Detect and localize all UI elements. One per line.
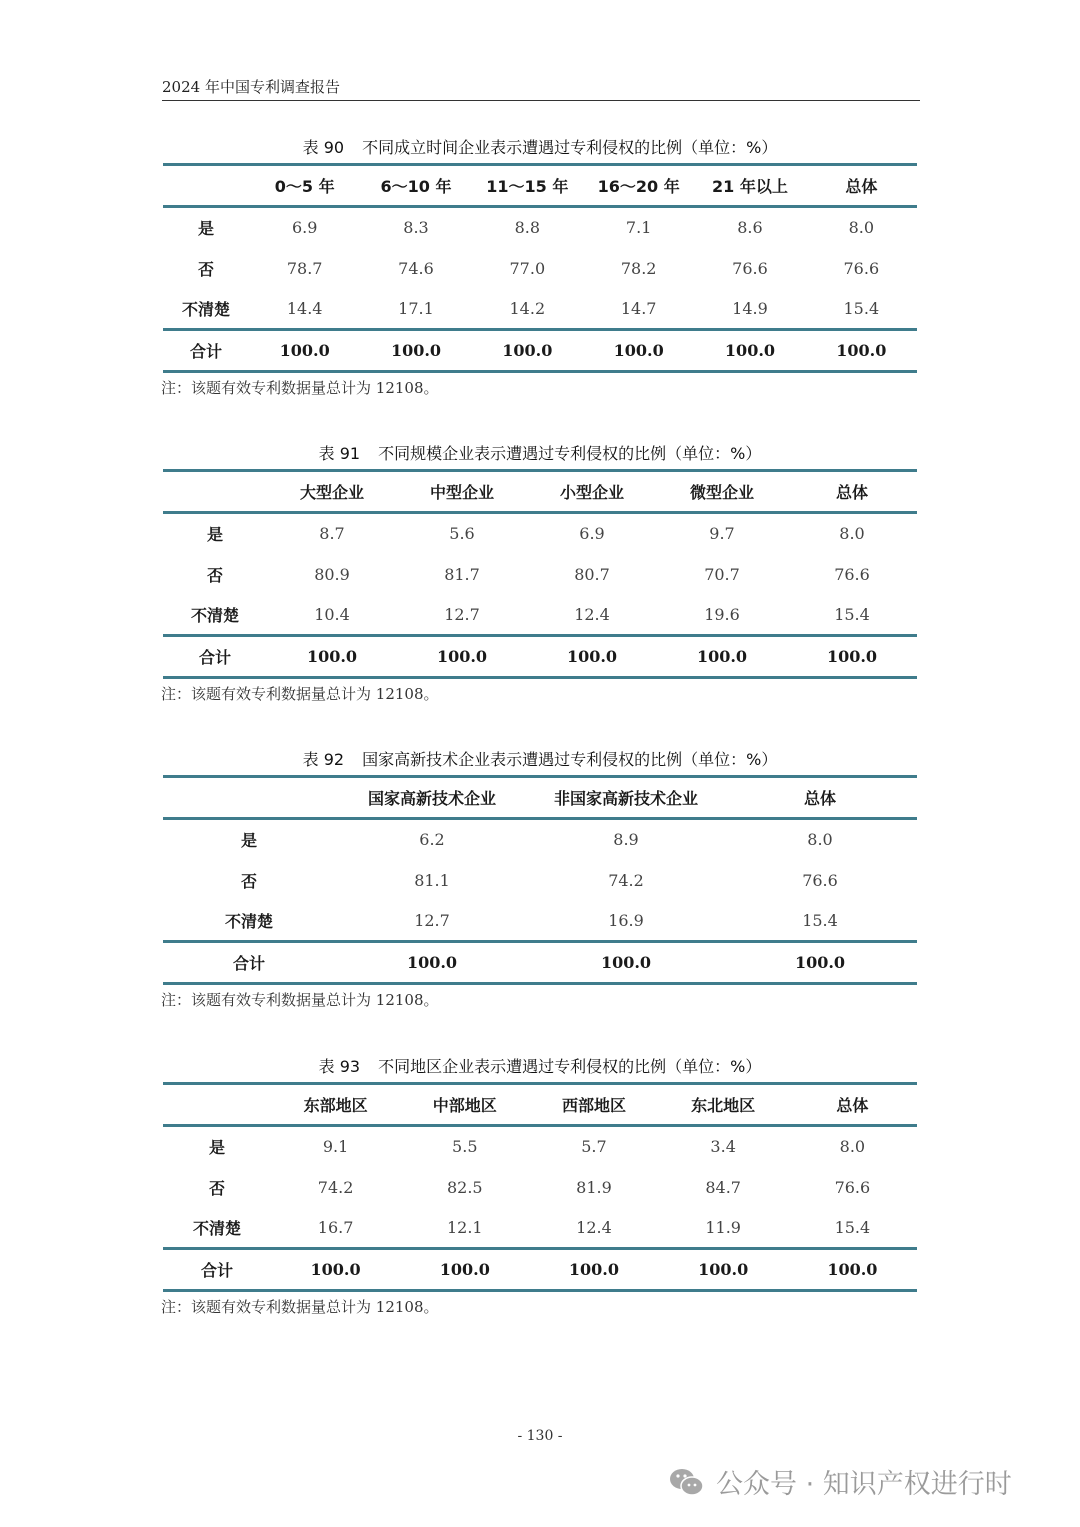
cell: 14.9: [732, 298, 768, 318]
page-header: [162, 76, 920, 101]
row-label: 否: [206, 565, 223, 585]
row-label: 合计: [198, 648, 231, 667]
table-90: [163, 163, 917, 373]
table-row: [163, 1126, 917, 1167]
row-label: 否: [208, 1178, 225, 1198]
cell: 15.4: [834, 1217, 871, 1237]
cell: 6.9: [579, 524, 605, 544]
cell: 81.9: [576, 1177, 612, 1197]
cell: 100.0: [698, 1260, 749, 1279]
table-90-block: [163, 133, 917, 403]
table-note: 注：该题有效专利数据量总计为 12108。: [161, 1298, 439, 1316]
table-91-block: [163, 439, 917, 709]
cell: 14.4: [286, 298, 323, 318]
row-label: 不清楚: [181, 299, 230, 319]
table-row: [163, 860, 917, 901]
column-header: 国家高新技术企业: [367, 789, 496, 808]
cell: 74.2: [317, 1177, 354, 1197]
cell: 9.7: [709, 524, 735, 544]
report-title: 2024 年中国专利调查报告: [162, 78, 340, 96]
cell: 81.7: [444, 564, 480, 584]
cell: 8.9: [613, 830, 639, 850]
table-row: [163, 554, 917, 595]
table-row: [163, 289, 917, 330]
cell: 6.9: [291, 218, 318, 238]
cell: 100.0: [279, 341, 330, 360]
table-header-row: [163, 1084, 917, 1126]
cell: 6.2: [419, 830, 445, 850]
cell: 12.4: [574, 604, 610, 624]
column-header: [163, 777, 335, 819]
cell: 12.7: [444, 604, 480, 624]
cell: 74.2: [608, 870, 644, 890]
page-number: - 130 -: [517, 1428, 563, 1444]
cell: 8.0: [848, 218, 875, 238]
cell: 100.0: [502, 341, 553, 360]
cell: 100.0: [613, 341, 664, 360]
watermark: [668, 1462, 1012, 1501]
table-row: [163, 1167, 917, 1208]
column-header: [163, 1084, 271, 1126]
column-header: 大型企业: [299, 483, 364, 502]
cell: 15.4: [843, 298, 880, 318]
table-header-row: [163, 777, 917, 819]
table-note: 注：该题有效专利数据量总计为 12108。: [161, 379, 439, 397]
row-label: 否: [197, 259, 214, 279]
cell: 17.1: [398, 298, 434, 318]
row-label: 合计: [189, 342, 222, 361]
table-caption: 表 93 不同地区企业表示遭遇过专利侵权的比例（单位：%）: [318, 1057, 762, 1076]
column-header: 非国家高新技术企业: [553, 789, 698, 808]
table-note: 注：该题有效专利数据量总计为 12108。: [161, 991, 439, 1009]
cell: 8.7: [319, 524, 345, 544]
cell: 100.0: [826, 647, 878, 666]
cell: 8.0: [839, 1137, 866, 1157]
cell: 100.0: [306, 647, 358, 666]
cell: 100.0: [406, 953, 458, 972]
cell: 5.6: [449, 524, 475, 544]
cell: 80.9: [314, 564, 350, 584]
column-header: 11～15 年: [486, 177, 569, 196]
cell: 12.4: [576, 1217, 612, 1237]
cell: 78.2: [620, 258, 657, 278]
cell: 12.1: [446, 1217, 483, 1237]
cell: 3.4: [710, 1137, 736, 1157]
cell: 78.7: [286, 258, 323, 278]
cell: 81.1: [414, 870, 450, 890]
row-label: 不清楚: [224, 911, 273, 931]
table-row: [163, 513, 917, 554]
cell: 80.7: [574, 564, 610, 584]
row-label: 合计: [200, 1261, 233, 1280]
table-92-block: [163, 745, 917, 1015]
table-row: [163, 595, 917, 636]
cell: 77.0: [509, 258, 546, 278]
cell: 14.7: [620, 298, 657, 318]
column-header: 总体: [803, 789, 836, 808]
row-label: 合计: [232, 954, 265, 973]
cell: 11.9: [705, 1217, 741, 1237]
column-header: 16～20 年: [597, 177, 680, 196]
column-header: 中型企业: [429, 483, 494, 502]
column-header: 6～10 年: [380, 177, 452, 196]
column-header: 总体: [835, 483, 868, 502]
table-total-row: [163, 330, 917, 372]
cell: 100.0: [390, 341, 442, 360]
column-header: 0～5 年: [274, 177, 335, 196]
column-header: 总体: [836, 1096, 869, 1115]
cell: 10.4: [314, 604, 350, 624]
row-label: 是: [197, 219, 214, 239]
table-93-block: [163, 1052, 917, 1322]
cell: 16.7: [317, 1217, 354, 1237]
cell: 8.0: [839, 524, 865, 544]
cell: 100.0: [724, 341, 776, 360]
column-header: 东北地区: [691, 1096, 756, 1115]
cell: 100.0: [696, 647, 748, 666]
cell: 100.0: [836, 341, 887, 360]
column-header: 微型企业: [689, 483, 754, 502]
column-header: 小型企业: [559, 483, 624, 502]
table-header-row: [163, 165, 917, 207]
row-label: 是: [240, 831, 257, 851]
row-label: 不清楚: [192, 1218, 241, 1238]
column-header: 东部地区: [303, 1096, 368, 1115]
cell: 9.1: [322, 1137, 349, 1157]
cell: 12.7: [414, 910, 450, 930]
table-total-row: [163, 1249, 917, 1291]
cell: 7.1: [625, 218, 652, 238]
row-label: 否: [240, 871, 257, 891]
row-label: 不清楚: [190, 605, 239, 625]
cell: 19.6: [704, 604, 740, 624]
cell: 100.0: [439, 1260, 490, 1279]
wechat-icon: [668, 1466, 706, 1498]
watermark-text: 公众号 · 知识产权进行时: [716, 1469, 1012, 1500]
cell: 100.0: [436, 647, 488, 666]
cell: 5.7: [581, 1137, 607, 1157]
cell: 100.0: [827, 1260, 878, 1279]
table-93: [163, 1082, 917, 1292]
column-header: [163, 165, 249, 207]
cell: 100.0: [568, 1260, 620, 1279]
table-header-row: [163, 471, 917, 513]
table-note: 注：该题有效专利数据量总计为 12108。: [161, 685, 439, 703]
cell: 74.6: [398, 258, 434, 278]
cell: 16.9: [608, 910, 644, 930]
column-header: 中部地区: [432, 1096, 497, 1115]
cell: 100.0: [600, 953, 652, 972]
column-header: 21 年以上: [712, 177, 788, 196]
cell: 5.5: [452, 1137, 478, 1157]
table-caption: 表 91 不同规模企业表示遭遇过专利侵权的比例（单位：%）: [318, 444, 762, 463]
table-row: [163, 248, 917, 289]
cell: 76.6: [834, 1177, 871, 1197]
cell: 100.0: [794, 953, 846, 972]
cell: 82.5: [446, 1177, 483, 1197]
column-header: 总体: [845, 177, 878, 196]
cell: 76.6: [732, 258, 768, 278]
cell: 8.8: [514, 218, 541, 238]
cell: 8.0: [807, 830, 833, 850]
cell: 100.0: [566, 647, 618, 666]
cell: 70.7: [704, 564, 740, 584]
table-total-row: [163, 636, 917, 678]
table-row: [163, 819, 917, 860]
table-caption: 表 92 国家高新技术企业表示遭遇过专利侵权的比例（单位：%）: [302, 750, 778, 769]
cell: 76.6: [843, 258, 880, 278]
row-label: 是: [208, 1138, 225, 1158]
cell: 84.7: [705, 1177, 741, 1197]
cell: 76.6: [802, 870, 838, 890]
cell: 8.6: [737, 218, 763, 238]
cell: 14.2: [509, 298, 546, 318]
column-header: 西部地区: [561, 1096, 626, 1115]
cell: 76.6: [834, 564, 870, 584]
cell: 8.3: [403, 218, 429, 238]
table-row: [163, 1208, 917, 1249]
table-92: [163, 775, 917, 985]
table-row: [163, 901, 917, 942]
row-label: 是: [206, 525, 223, 545]
column-header: [163, 471, 267, 513]
table-row: [163, 207, 917, 248]
cell: 100.0: [310, 1260, 361, 1279]
table-caption: 表 90 不同成立时间企业表示遭遇过专利侵权的比例（单位：%）: [302, 138, 778, 157]
cell: 15.4: [834, 604, 870, 624]
cell: 15.4: [802, 910, 838, 930]
table-total-row: [163, 942, 917, 984]
table-91: [163, 469, 917, 679]
